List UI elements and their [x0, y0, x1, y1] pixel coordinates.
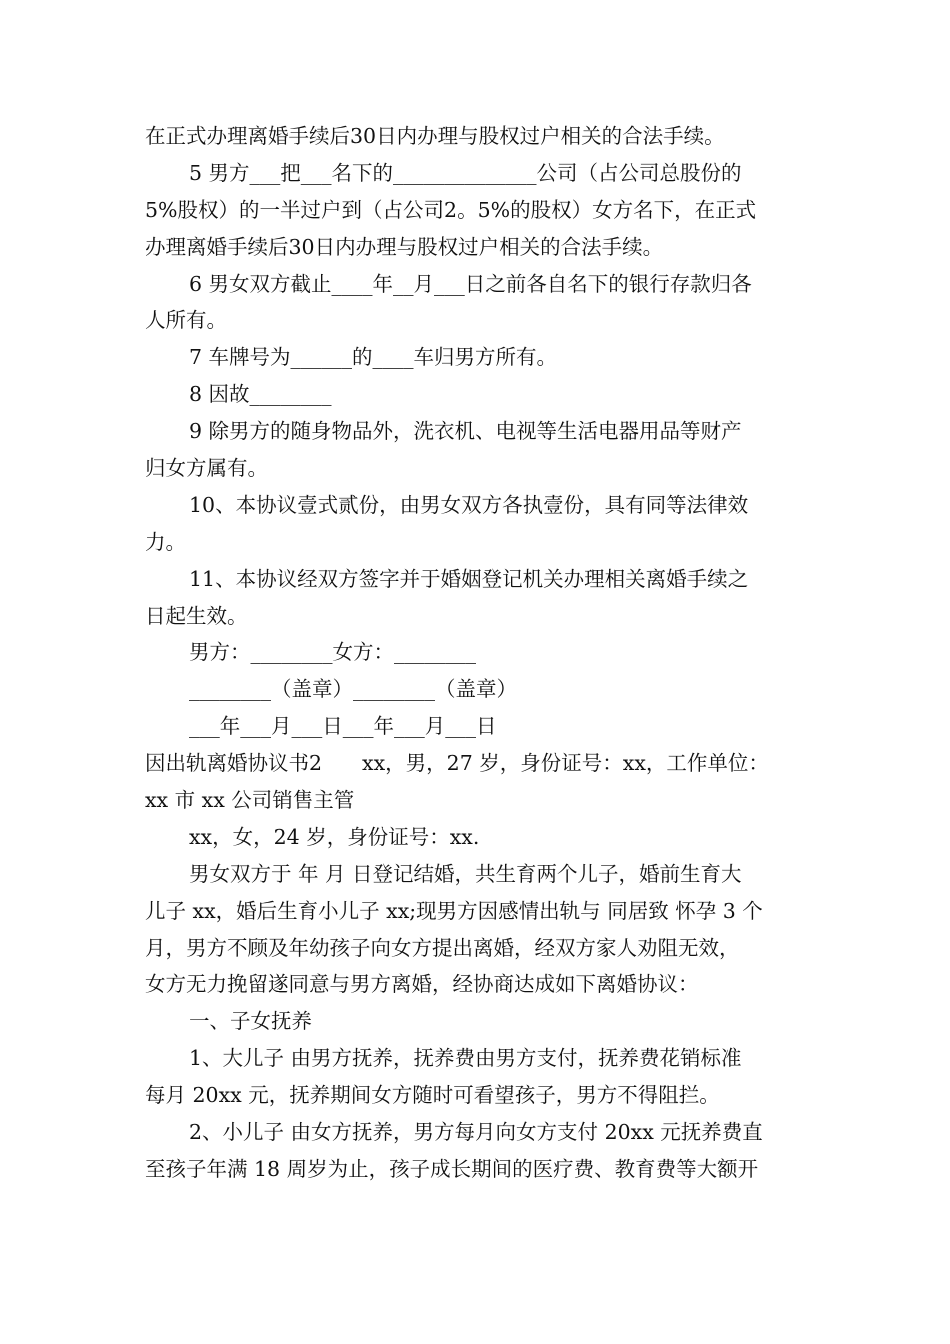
paragraph-line: 儿子 xx，婚后生育小儿子 xx;现男方因感情出轨与 同居致 怀孕 3 个: [145, 898, 763, 923]
paragraph-line: 2、小儿子 由女方抚养，男方每月向女方支付 20xx 元抚养费直: [189, 1120, 763, 1145]
paragraph-line: 每月 20xx 元，抚养期间女方随时可看望孩子，男方不得阻拦。: [145, 1083, 720, 1108]
seal-line: ________（盖章）________（盖章）: [189, 677, 517, 702]
section-heading-line: [145, 745, 810, 782]
paragraph-line: 1、大儿子 由男方抚养，抚养费由男方支付，抚养费花销标准: [189, 1046, 742, 1071]
paragraph-line: 在正式办理离婚手续后30日内办理与股权过户相关的合法手续。: [145, 124, 725, 148]
signature-line: 男方：________女方：________: [189, 640, 476, 665]
paragraph-line: 11、本协议经双方签字并于婚姻登记机关办理相关离婚手续之: [189, 566, 749, 591]
paragraph-line: xx 市 xx 公司销售主管: [145, 788, 355, 813]
paragraph-line: 力。: [145, 529, 186, 554]
paragraph-line: xx，女，24 岁，身份证号：xx.: [189, 824, 480, 849]
paragraph-line: 女方无力挽留遂同意与男方离婚，经协商达成如下离婚协议：: [145, 972, 699, 997]
paragraph-line: 5%股权）的一半过户到（占公司2。5%的股权）女方名下，在正式: [145, 197, 757, 222]
paragraph-line: 日起生效。: [145, 603, 248, 628]
paragraph-line: 8 因故________: [189, 382, 332, 407]
party-info: xx，男，27 岁，身份证号：xx，工作单位：: [362, 751, 769, 776]
paragraph-line: 5 男方___把___名下的______________公司（占公司总股份的: [189, 160, 742, 185]
paragraph-line: 6 男女双方截止____年__月___日之前各自名下的银行存款归各: [189, 271, 752, 296]
paragraph-line: 人所有。: [145, 308, 227, 333]
paragraph-line: 归女方属有。: [145, 456, 268, 481]
paragraph-line: 9 除男方的随身物品外，洗衣机、电视等生活电器用品等财产: [189, 419, 742, 444]
clause-heading: 一、子女抚养: [189, 1009, 312, 1034]
paragraph-line: 月，男方不顾及年幼孩子向女方提出离婚，经双方家人劝阻无效，: [145, 935, 740, 960]
document-page: [145, 118, 810, 1188]
section-title: 因出轨离婚协议书2: [145, 751, 323, 776]
paragraph-line: 办理离婚手续后30日内办理与股权过户相关的合法手续。: [145, 234, 664, 259]
paragraph-line: 男女双方于 年 月 日登记结婚，共生育两个儿子，婚前生育大: [189, 861, 742, 886]
date-line: ___年___月___日___年___月___日: [189, 714, 497, 739]
paragraph-line: 7 车牌号为______的____车归男方所有。: [189, 345, 558, 370]
paragraph-line: 至孩子年满 18 周岁为止，孩子成长期间的医疗费、教育费等大额开: [145, 1156, 759, 1181]
paragraph-line: 10、本协议壹式贰份，由男女双方各执壹份，具有同等法律效: [189, 492, 749, 517]
